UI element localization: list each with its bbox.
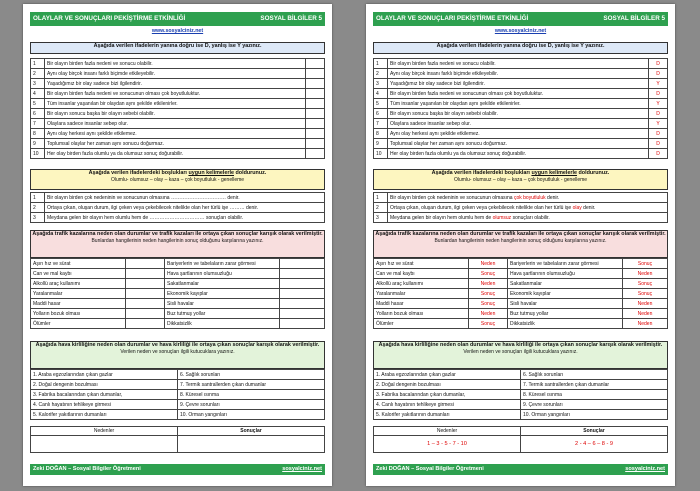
filled-word: olumsuz: [492, 214, 512, 221]
table-row: [374, 89, 668, 99]
answer-value: Neden: [469, 279, 508, 289]
statement-text: Aynı olay birçok insanı farklı biçimde etkileyebilir.: [388, 69, 649, 79]
answer-input[interactable]: [306, 89, 325, 99]
s4-sub: Verilen neden ve sonuçları ilgili kutucuklara yazınız.: [120, 349, 235, 355]
item-text: 9. Çevre sorunları: [521, 400, 668, 410]
statement-text: Her olay birden fazla olumlu ya da olumsuz sonuç doğurabilir.: [388, 149, 649, 159]
table-row: [31, 69, 325, 79]
row-number: 1: [31, 59, 45, 69]
table-row: [31, 59, 325, 69]
answer-input[interactable]: [126, 269, 165, 279]
answer-input[interactable]: [280, 309, 325, 319]
item-text: Sisli havalar: [165, 299, 280, 309]
table-row: [374, 410, 668, 420]
table-row: [31, 129, 325, 139]
subject-label: SOSYAL BİLGİLER 5: [260, 15, 322, 22]
section3-instruction: [373, 230, 668, 258]
table-row: [31, 400, 325, 410]
answer-input[interactable]: [306, 129, 325, 139]
results-header: Sonuçlar: [521, 427, 668, 436]
section2-instruction: [373, 169, 668, 190]
table-row: [374, 289, 668, 299]
row-number: 7: [374, 119, 388, 129]
s2-instr-post: doldurunuz.: [233, 170, 267, 176]
s2-instr-pre: Aşağıda verilen ifadelerdeki boşlukları: [88, 170, 189, 176]
causes-results-grid-answers: [373, 426, 668, 453]
item-text: Can ve mal kaybı: [374, 269, 469, 279]
statement-text: Tüm insanlar yaşanılan bir olaydan aynı şekilde etkilenirler.: [388, 99, 649, 109]
answer-value: Sonuç: [623, 279, 668, 289]
table-row: [374, 380, 668, 390]
row-number: 6: [31, 109, 45, 119]
answer-value: Neden: [623, 299, 668, 309]
table-row: [31, 380, 325, 390]
s2-instr-post: doldurunuz.: [576, 170, 610, 176]
item-text: 10. Orman yangınları: [521, 410, 668, 420]
row-number: 1: [31, 193, 45, 203]
row-number: 2: [31, 203, 45, 213]
true-false-table-answers: [373, 58, 668, 159]
table-row: [31, 299, 325, 309]
website-link[interactable]: www.sosyalciniz.net: [494, 28, 547, 34]
page-title: OLAYLAR VE SONUÇLARI PEKİŞTİRME ETKİNLİĞİ: [33, 15, 186, 22]
table-row: [374, 79, 668, 89]
filled-word: olay: [572, 204, 582, 211]
answer-value: Sonuç: [469, 299, 508, 309]
row-number: 10: [31, 149, 45, 159]
answer-input[interactable]: [126, 309, 165, 319]
causes-header: Nedenler: [31, 427, 178, 436]
s4-instr: Aşağıda hava kirliliğine neden olan durumlar ve hava kirliliği ile ortaya çıkan sonuçlar karışık olarak verilmiştir.: [35, 342, 320, 348]
answer-value: Y: [649, 79, 668, 89]
table-row: [31, 319, 325, 329]
answer-input[interactable]: [280, 279, 325, 289]
page-title: OLAYLAR VE SONUÇLARI PEKİŞTİRME ETKİNLİĞİ: [376, 15, 529, 22]
section1-instruction-text: Aşağıda verilen ifadelerin yanına doğru ise D, yanlış ise Y yazınız.: [436, 43, 605, 49]
table-row: [374, 193, 668, 203]
statement-text: Aynı olay birçok insanı farklı biçimde etkileyebilir.: [45, 69, 306, 79]
item-text: Buz tutmuş yollar: [508, 309, 623, 319]
item-text: Ekonomik kayıplar: [165, 289, 280, 299]
item-text: Bariyerlerin ve tabelaların zarar görmesi: [165, 259, 280, 269]
answer-value: D: [649, 129, 668, 139]
answer-value: D: [649, 59, 668, 69]
answer-value: D: [649, 149, 668, 159]
table-row: [374, 109, 668, 119]
answer-input[interactable]: [306, 119, 325, 129]
row-number: 1: [374, 59, 388, 69]
item-text: 8. Küresel ısınma: [521, 390, 668, 400]
item-text: 5. Kalorifer yakıtlarının dumanları: [31, 410, 178, 420]
answer-input[interactable]: [306, 139, 325, 149]
worksheet-page-answers: [366, 4, 675, 486]
answer-value: Neden: [469, 259, 508, 269]
air-pollution-items: [373, 369, 668, 420]
table-row: [374, 99, 668, 109]
filled-word: çok boyutluluk: [513, 194, 546, 201]
word-bank: Olumlu- olumsuz – olay – kaza – çok boyutluluk - genelleme: [453, 177, 588, 183]
statement-text: Yaşadığımız bir olay sadece bizi ilgilendirir.: [45, 79, 306, 89]
section1-instruction: [373, 42, 668, 54]
row-number: 8: [374, 129, 388, 139]
answer-value: Sonuç: [469, 289, 508, 299]
table-row: [31, 193, 325, 203]
table-row: [374, 299, 668, 309]
row-number: 6: [374, 109, 388, 119]
s4-sub: Verilen neden ve sonuçları ilgili kutucuklara yazınız.: [463, 349, 578, 355]
answer-value: D: [649, 109, 668, 119]
answer-input[interactable]: [280, 289, 325, 299]
table-row: [31, 99, 325, 109]
item-text: 3. Fabrika bacalarından çıkan dumanlar,: [374, 390, 521, 400]
item-text: 8. Küresel ısınma: [178, 390, 325, 400]
table-row: [374, 259, 668, 269]
item-text: Sakatlanmalar: [508, 279, 623, 289]
answer-value: Neden: [623, 319, 668, 329]
statement-text: Tüm insanlar yaşanılan bir olaydan aynı şekilde etkilenirler.: [45, 99, 306, 109]
statement-text: Bir olayın birden fazla nedeni ve sonucunun olması çok boyutluluktur.: [45, 89, 306, 99]
item-text: Yaralanmalar: [31, 289, 126, 299]
table-row: [374, 390, 668, 400]
item-text: Ekonomik kayıplar: [508, 289, 623, 299]
true-false-table: [30, 58, 325, 159]
word-bank: Olumlu- olumsuz – olay – kaza – çok boyutluluk - genelleme: [110, 177, 245, 183]
page-header: [373, 12, 668, 26]
item-text: Hava şartlarının olumsuzluğu: [508, 269, 623, 279]
item-text: 2. Doğal dengenin bozulması: [31, 380, 178, 390]
answer-sentence: [388, 213, 668, 223]
item-text: 5. Kalorifer yakıtlarının dumanları: [374, 410, 521, 420]
row-number: 1: [374, 193, 388, 203]
row-number: 10: [374, 149, 388, 159]
fill-blank-table-answers: [373, 192, 668, 223]
item-text: Maddi hasar: [374, 299, 469, 309]
answer-value: D: [649, 69, 668, 79]
causes-results-grid: [30, 426, 325, 453]
answer-input[interactable]: [126, 259, 165, 269]
causes-answer: 1 – 3 - 5 - 7 - 10: [374, 436, 521, 453]
answer-value: Y: [649, 119, 668, 129]
page-footer: [30, 464, 325, 475]
item-text: Yaralanmalar: [374, 289, 469, 299]
item-text: Sisli havalar: [508, 299, 623, 309]
table-row: [374, 119, 668, 129]
results-header: Sonuçlar: [178, 427, 325, 436]
table-row: [31, 370, 325, 380]
answer-input[interactable]: [126, 289, 165, 299]
section3-instruction: [30, 230, 325, 258]
item-text: 9. Çevre sorunları: [178, 400, 325, 410]
statement-text: Olaylara sadece insanlar sebep olur.: [388, 119, 649, 129]
statement-text: Her olay birden fazla olumlu ya da olumsuz sonuç doğurabilir.: [45, 149, 306, 159]
item-text: 4. Canlı hayatının tehlikeye girmesi: [374, 400, 521, 410]
section1-instruction: [30, 42, 325, 54]
page-header: [30, 12, 325, 26]
statement-text: Toplumsal olaylar her zaman aynı sonucu doğurmaz.: [388, 139, 649, 149]
row-number: 2: [374, 69, 388, 79]
traffic-table-answers: [373, 258, 668, 329]
table-row: [31, 390, 325, 400]
item-text: Buz tutmuş yollar: [165, 309, 280, 319]
section4-instruction: [30, 341, 325, 369]
sentence-post: sonuçları olabilir.: [511, 214, 550, 221]
row-number: 2: [31, 69, 45, 79]
sentence-pre: Meydana gelen bir olayın hem olumlu hem de: [390, 214, 493, 221]
table-row: [374, 309, 668, 319]
results-answer: 2 - 4 – 6 – 8 - 9: [521, 436, 668, 453]
answer-value: Sonuç: [623, 289, 668, 299]
item-text: 2. Doğal dengenin bozulması: [374, 380, 521, 390]
table-row: [31, 279, 325, 289]
answer-value: Neden: [623, 269, 668, 279]
row-number: 4: [374, 89, 388, 99]
answer-input[interactable]: [280, 259, 325, 269]
table-row: [31, 269, 325, 279]
item-text: 7. Termik santrallerden çıkan dumanlar: [521, 380, 668, 390]
answer-input[interactable]: [280, 319, 325, 329]
s3-sub: Bunlardan hangilerinin neden hangilerinin sonuç olduğunu karşılarına yazınız.: [91, 238, 264, 244]
answer-value: Sonuç: [469, 319, 508, 329]
blank-sentence[interactable]: Ortaya çıkan, oluşan durum, ilgi çeken veya çekebilecek nitelikte olan her türlü işe ……… denir.: [45, 203, 325, 213]
results-answer-cell[interactable]: [178, 436, 325, 453]
blank-sentence[interactable]: Meydana gelen bir olayın hem olumlu hem de …………………………… sonuçları olabilir.: [45, 213, 325, 223]
answer-value: Neden: [623, 309, 668, 319]
item-text: 6. Sağlık sorunları: [178, 370, 325, 380]
section4-instruction: [373, 341, 668, 369]
item-text: Hava şartlarının olumsuzluğu: [165, 269, 280, 279]
air-pollution-items: [30, 369, 325, 420]
answer-value: Neden: [469, 309, 508, 319]
item-text: Alkollü araç kullanımı: [31, 279, 126, 289]
table-row: [374, 69, 668, 79]
item-text: Aşırı hız ve sürat: [31, 259, 126, 269]
answer-sentence: [388, 193, 668, 203]
item-text: Can ve mal kaybı: [31, 269, 126, 279]
answer-input[interactable]: [306, 69, 325, 79]
sentence-post: denir.: [581, 204, 596, 211]
item-text: Yolların bozuk olması: [31, 309, 126, 319]
answer-input[interactable]: [126, 299, 165, 309]
row-number: 3: [31, 213, 45, 223]
item-text: Aşırı hız ve sürat: [374, 259, 469, 269]
table-row: [31, 149, 325, 159]
answer-value: Y: [649, 99, 668, 109]
website-link[interactable]: www.sosyalciniz.net: [151, 28, 204, 34]
row-number: 2: [374, 203, 388, 213]
s2-instr-u: uygun kelimelerle: [531, 170, 577, 176]
s3-instr: Aşağıda trafik kazalarına neden olan durumlar ve trafik kazaları ile ortaya çıkan sonuçlar karışık olarak verilmiştir.: [375, 231, 666, 237]
item-text: 4. Canlı hayatının tehlikeye girmesi: [31, 400, 178, 410]
table-row: [374, 139, 668, 149]
table-row: [31, 203, 325, 213]
answer-value: Sonuç: [469, 269, 508, 279]
traffic-table: [30, 258, 325, 329]
table-row: [374, 319, 668, 329]
page-footer: [373, 464, 668, 475]
table-row: [374, 203, 668, 213]
s4-instr: Aşağıda hava kirliliğine neden olan durumlar ve hava kirliliği ile ortaya çıkan sonuçlar karışık olarak verilmiştir.: [378, 342, 663, 348]
s2-instr-pre: Aşağıda verilen ifadelerdeki boşlukları: [431, 170, 532, 176]
table-row: [374, 269, 668, 279]
statement-text: Olaylara sadece insanlar sebep olur.: [45, 119, 306, 129]
causes-header: Nedenler: [374, 427, 521, 436]
item-text: 1. Araba egzozlarından çıkan gazlar: [31, 370, 178, 380]
row-number: 4: [31, 89, 45, 99]
table-row: [31, 119, 325, 129]
table-row: [374, 279, 668, 289]
row-number: 7: [31, 119, 45, 129]
item-text: Ölümler: [31, 319, 126, 329]
table-row: [374, 129, 668, 139]
footer-author: Zeki DOĞAN – Sosyal Bilgiler Öğretmeni: [33, 466, 141, 472]
fill-blank-table: [30, 192, 325, 223]
row-number: 3: [374, 79, 388, 89]
row-number: 9: [374, 139, 388, 149]
section2-instruction: [30, 169, 325, 190]
row-number: 5: [31, 99, 45, 109]
table-row: [31, 213, 325, 223]
sentence-pre: Bir olayın birden çok nedeninin ve sonucunun olmasına: [390, 194, 514, 201]
item-text: 1. Araba egzozlarından çıkan gazlar: [374, 370, 521, 380]
table-row: [31, 289, 325, 299]
table-row: [374, 149, 668, 159]
statement-text: Bir olayın birden fazla nedeni ve sonucu olabilir.: [388, 59, 649, 69]
s2-instr-u: uygun kelimelerle: [188, 170, 234, 176]
item-text: Bariyerlerin ve tabelaların zarar görmesi: [508, 259, 623, 269]
statement-text: Toplumsal olaylar her zaman aynı sonucu doğurmaz.: [45, 139, 306, 149]
answer-input[interactable]: [306, 109, 325, 119]
answer-value: D: [649, 89, 668, 99]
table-row: [31, 109, 325, 119]
section1-instruction-text: Aşağıda verilen ifadelerin yanına doğru ise D, yanlış ise Y yazınız.: [93, 43, 262, 49]
answer-input[interactable]: [126, 319, 165, 329]
statement-text: Aynı olay herkesi aynı şekilde etkilemez.: [388, 129, 649, 139]
item-text: Dikkatsizlik: [508, 319, 623, 329]
table-row: [31, 79, 325, 89]
table-row: [31, 410, 325, 420]
table-row: [31, 309, 325, 319]
item-text: 3. Fabrika bacalarından çıkan dumanlar,: [31, 390, 178, 400]
statement-text: Yaşadığımız bir olay sadece bizi ilgilendirir.: [388, 79, 649, 89]
subject-label: SOSYAL BİLGİLER 5: [603, 15, 665, 22]
item-text: Dikkatsizlik: [165, 319, 280, 329]
item-text: 6. Sağlık sorunları: [521, 370, 668, 380]
answer-value: Sonuç: [623, 259, 668, 269]
item-text: 10. Orman yangınları: [178, 410, 325, 420]
sentence-pre: Ortaya çıkan, oluşan durum, ilgi çeken veya çekebilecek nitelikte olan her türlü işe: [390, 204, 573, 211]
item-text: 7. Termik santrallerden çıkan dumanlar: [178, 380, 325, 390]
table-row: [374, 400, 668, 410]
item-text: Alkollü araç kullanımı: [374, 279, 469, 289]
answer-input[interactable]: [306, 99, 325, 109]
row-number: 9: [31, 139, 45, 149]
worksheet-page-blank: [23, 4, 332, 486]
footer-author: Zeki DOĞAN – Sosyal Bilgiler Öğretmeni: [376, 466, 484, 472]
table-row: [374, 213, 668, 223]
statement-text: Bir olayın sonucu başka bir olayın sebebi olabilir.: [388, 109, 649, 119]
footer-website[interactable]: sosyalciniz.net: [625, 466, 665, 472]
causes-answer-cell[interactable]: [31, 436, 178, 453]
answer-input[interactable]: [280, 299, 325, 309]
answer-input[interactable]: [126, 279, 165, 289]
statement-text: Bir olayın sonucu başka bir olayın sebebi olabilir.: [45, 109, 306, 119]
row-number: 3: [374, 213, 388, 223]
row-number: 3: [31, 79, 45, 89]
table-row: [374, 59, 668, 69]
item-text: Maddi hasar: [31, 299, 126, 309]
answer-input[interactable]: [306, 149, 325, 159]
answer-input[interactable]: [306, 79, 325, 89]
item-text: Ölümler: [374, 319, 469, 329]
row-number: 8: [31, 129, 45, 139]
statement-text: Bir olayın birden fazla nedeni ve sonucunun olması çok boyutluluktur.: [388, 89, 649, 99]
statement-text: Aynı olay herkesi aynı şekilde etkilemez.: [45, 129, 306, 139]
row-number: 5: [374, 99, 388, 109]
table-row: [31, 89, 325, 99]
s3-sub: Bunlardan hangilerinin neden hangilerinin sonuç olduğunu karşılarına yazınız.: [434, 238, 607, 244]
answer-input[interactable]: [306, 59, 325, 69]
answer-input[interactable]: [280, 269, 325, 279]
answer-value: D: [649, 139, 668, 149]
statement-text: Bir olayın birden fazla nedeni ve sonucu olabilir.: [45, 59, 306, 69]
footer-website[interactable]: sosyalciniz.net: [282, 466, 322, 472]
sentence-post: denir.: [545, 194, 560, 201]
table-row: [31, 259, 325, 269]
item-text: Sakatlanmalar: [165, 279, 280, 289]
table-row: [374, 370, 668, 380]
table-row: [31, 139, 325, 149]
blank-sentence[interactable]: Bir olayın birden çok nedeninin ve sonucunun olmasına …………………………… denir.: [45, 193, 325, 203]
item-text: Yolların bozuk olması: [374, 309, 469, 319]
answer-sentence: [388, 203, 668, 213]
s3-instr: Aşağıda trafik kazalarına neden olan durumlar ve trafik kazaları ile ortaya çıkan sonuçlar karışık olarak verilmiştir.: [32, 231, 323, 237]
